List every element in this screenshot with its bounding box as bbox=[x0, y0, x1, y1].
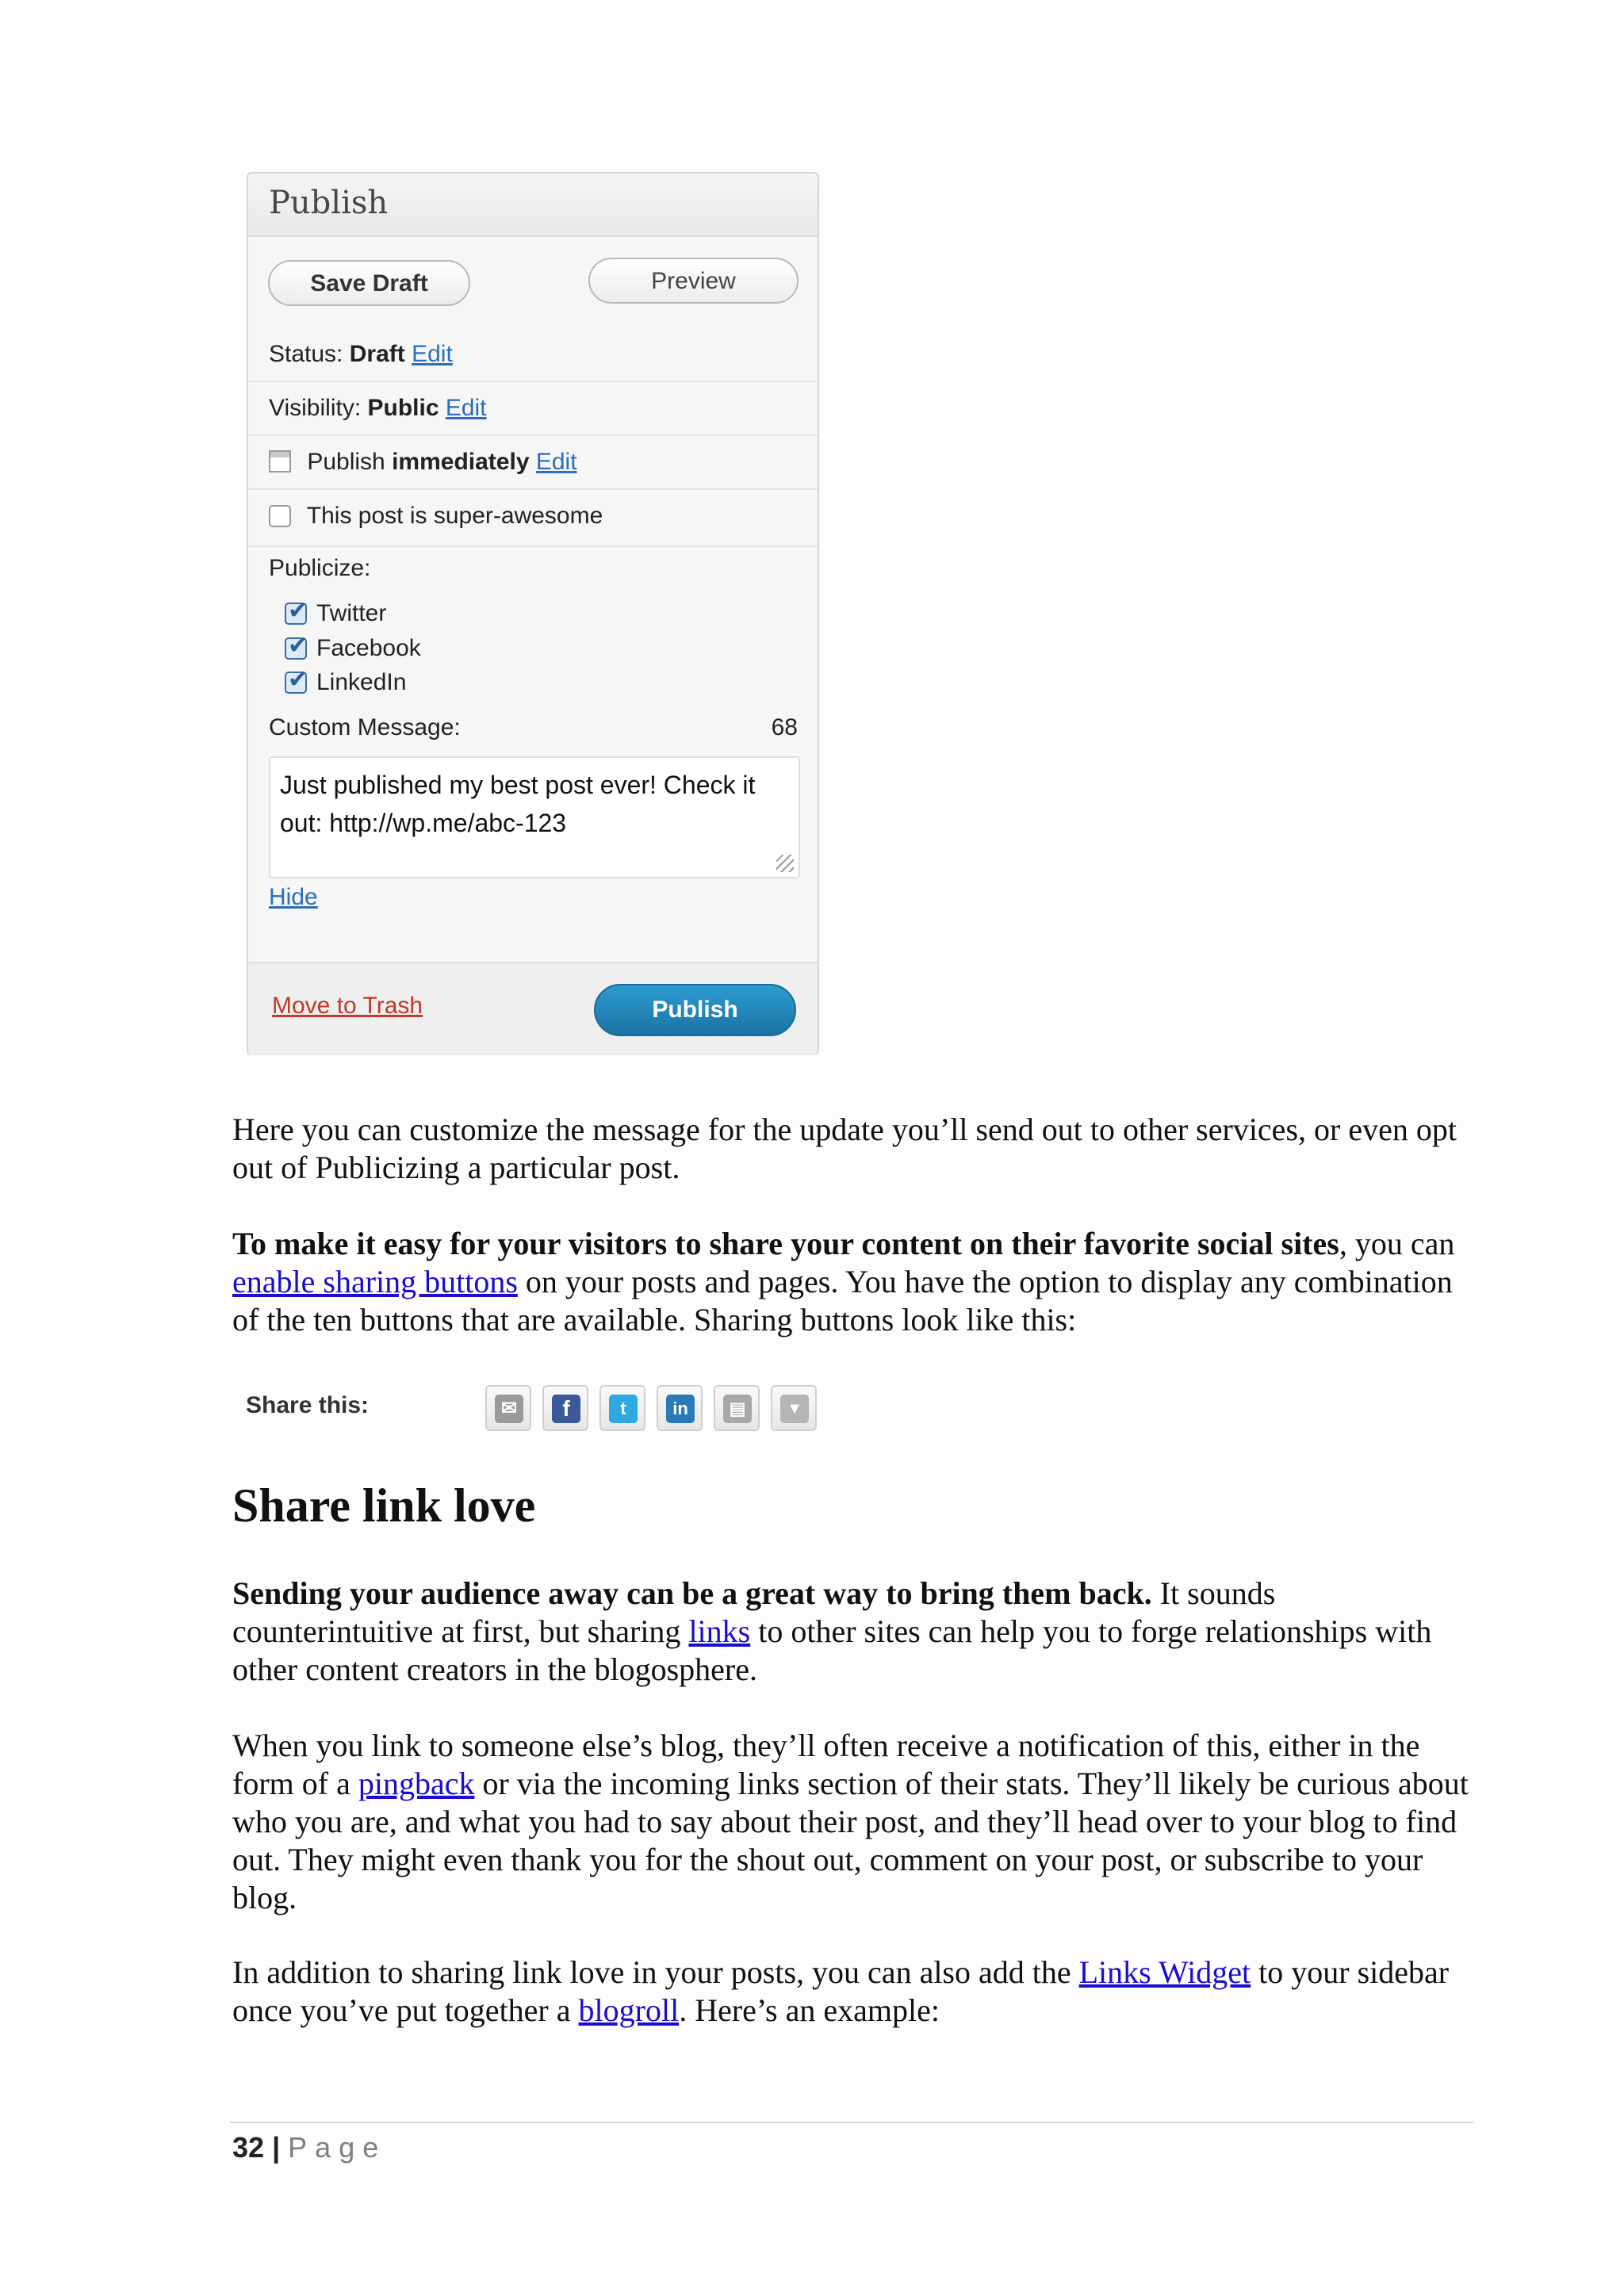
panel-title: Publish bbox=[269, 185, 389, 221]
paragraph-pingback bbox=[232, 1727, 1469, 1917]
publish-schedule-label: Publish bbox=[307, 449, 385, 475]
links-widget-link[interactable]: Links Widget bbox=[1078, 1954, 1251, 1990]
publicize-label: Publicize: bbox=[269, 555, 371, 581]
visibility-row bbox=[248, 382, 818, 436]
sharing-text-b: on your posts and pages. You have the option to display any combination of the ten buttons that are available. Sharing buttons look like this: bbox=[232, 1264, 1453, 1337]
facebook-label: Facebook bbox=[316, 635, 421, 661]
section-heading: Share link love bbox=[232, 1479, 536, 1532]
custom-message-label: Custom Message: bbox=[269, 714, 461, 740]
audience-text-a: It sounds counterintuitive at first, but sharing bbox=[232, 1575, 1276, 1649]
publish-button[interactable]: Publish bbox=[594, 984, 796, 1036]
paragraph-publicize: Here you can customize the message for the update you’ll send out to other services, or even opt out of Publicizing a particular post. bbox=[232, 1112, 1457, 1185]
sharing-text-a: , you can bbox=[1339, 1226, 1455, 1261]
calendar-icon bbox=[269, 450, 291, 473]
twitter-share-button[interactable] bbox=[599, 1385, 645, 1431]
email-share-button[interactable] bbox=[485, 1385, 531, 1431]
widget-text-b: to your sidebar once you’ve put together a bbox=[232, 1954, 1450, 2028]
custom-message-text: Just published my best post ever! Check it out: http://wp.me/abc-123 bbox=[280, 771, 756, 837]
sharing-bold-lead: To make it easy for your visitors to share your content on their favorite social sites bbox=[232, 1226, 1339, 1261]
preview-button[interactable]: Preview bbox=[588, 258, 799, 304]
facebook-checkbox[interactable] bbox=[285, 637, 307, 660]
paragraph-audience bbox=[232, 1575, 1469, 1689]
audience-text-b: to other sites can help you to forge relationships with other content creators in the blogosphere. bbox=[232, 1613, 1432, 1687]
paragraph-sharing bbox=[232, 1225, 1469, 1339]
publicize-facebook[interactable] bbox=[285, 635, 421, 662]
super-awesome-label: This post is super-awesome bbox=[306, 503, 603, 529]
status-label: Status: bbox=[269, 341, 343, 367]
page-word: Page bbox=[288, 2131, 387, 2164]
status-value: Draft bbox=[349, 341, 405, 367]
twitter-label: Twitter bbox=[316, 600, 387, 626]
blogroll-link[interactable]: blogroll bbox=[578, 1992, 680, 2028]
page-separator: | bbox=[272, 2131, 281, 2164]
linkedin-share-button[interactable] bbox=[657, 1385, 703, 1431]
publicize-linkedin[interactable] bbox=[285, 669, 406, 696]
status-edit-link[interactable]: Edit bbox=[412, 341, 453, 367]
super-awesome-row bbox=[248, 490, 818, 547]
publish-schedule-value: immediately bbox=[392, 449, 530, 475]
more-icon: ▼ bbox=[780, 1395, 809, 1423]
pingback-text-b: or via the incoming links section of their stats. They’ll likely be curious about who you are, and what you had to say about their post, and they’ll head over to your blog to find out. They might even thank you for the shout out, comment on your post, or subscribe to your blog. bbox=[232, 1766, 1469, 1915]
visibility-label: Visibility: bbox=[269, 395, 362, 421]
widget-text-a: In addition to sharing link love in your posts, you can also add the bbox=[232, 1954, 1079, 1990]
linkedin-icon: in bbox=[666, 1395, 695, 1423]
pingback-link[interactable]: pingback bbox=[358, 1766, 475, 1801]
schedule-edit-link[interactable]: Edit bbox=[535, 449, 577, 475]
widget-text-c: . Here’s an example: bbox=[679, 1992, 940, 2028]
schedule-row bbox=[248, 436, 818, 490]
custom-message-textarea[interactable] bbox=[269, 756, 800, 878]
audience-bold-lead: Sending your audience away can be a great way to bring them back. bbox=[232, 1575, 1152, 1611]
facebook-share-button[interactable] bbox=[542, 1385, 588, 1431]
twitter-icon: t bbox=[609, 1395, 638, 1423]
more-share-button[interactable] bbox=[771, 1385, 817, 1431]
linkedin-checkbox[interactable] bbox=[285, 672, 307, 694]
enable-sharing-buttons-link[interactable]: enable sharing buttons bbox=[232, 1264, 518, 1299]
linkedin-label: LinkedIn bbox=[316, 669, 407, 695]
facebook-icon: f bbox=[552, 1395, 580, 1423]
publish-panel bbox=[247, 172, 819, 1055]
move-to-trash-link[interactable]: Move to Trash bbox=[272, 993, 423, 1019]
twitter-checkbox[interactable] bbox=[285, 603, 307, 625]
hide-link[interactable]: Hide bbox=[269, 884, 318, 910]
print-icon: ▤ bbox=[723, 1395, 752, 1423]
resize-grip-icon[interactable] bbox=[776, 855, 794, 872]
save-draft-button[interactable]: Save Draft bbox=[268, 260, 470, 306]
visibility-value: Public bbox=[367, 395, 439, 421]
print-share-button[interactable] bbox=[714, 1385, 760, 1431]
publicize-twitter[interactable] bbox=[285, 600, 386, 627]
visibility-edit-link[interactable]: Edit bbox=[445, 395, 487, 421]
paragraph-widget bbox=[232, 1954, 1469, 2030]
panel-footer bbox=[248, 962, 818, 1055]
page-footer bbox=[232, 2131, 386, 2164]
page-number: 32 bbox=[232, 2131, 265, 2164]
email-icon: ✉ bbox=[495, 1395, 523, 1423]
share-this-label: Share this: bbox=[246, 1392, 370, 1418]
character-counter: 68 bbox=[771, 714, 798, 740]
status-row bbox=[248, 328, 818, 382]
super-awesome-checkbox[interactable] bbox=[269, 505, 291, 527]
links-link[interactable]: links bbox=[688, 1613, 751, 1649]
panel-header bbox=[248, 174, 818, 237]
footer-divider bbox=[230, 2122, 1473, 2123]
pingback-text-a: When you link to someone else’s blog, they’ll often receive a notification of this, either in the form of a bbox=[232, 1728, 1420, 1801]
